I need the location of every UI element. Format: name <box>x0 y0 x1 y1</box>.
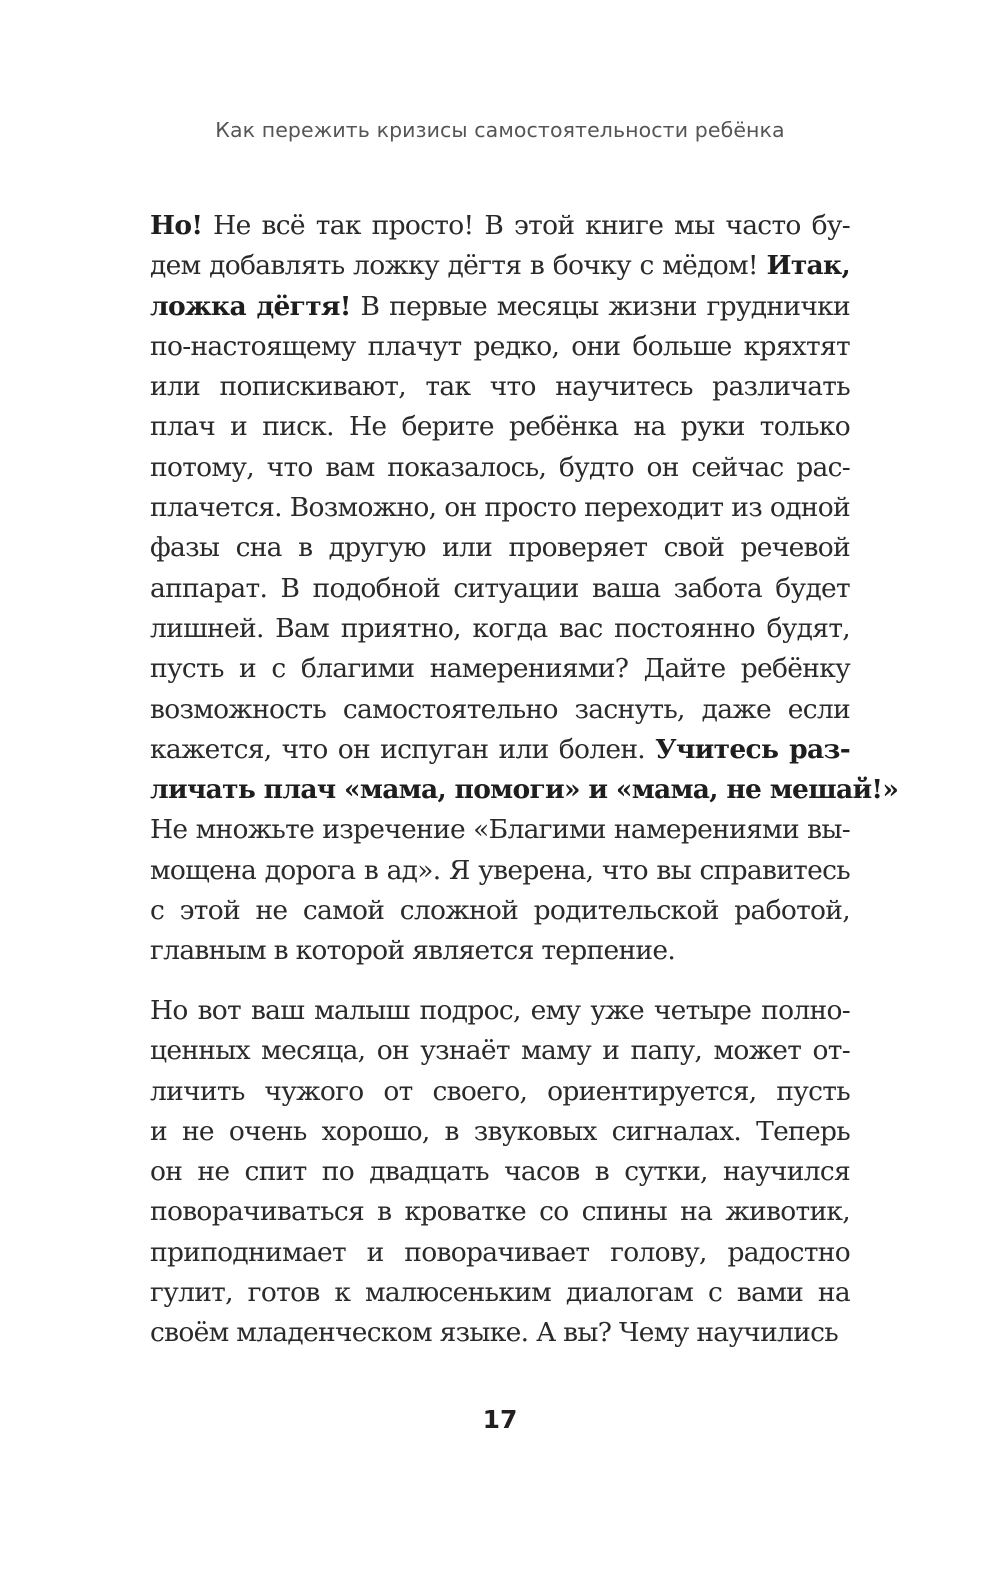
paragraph <box>150 991 850 1354</box>
text-run: ценных месяца, он узнаёт маму и папу, может от- <box>150 1035 850 1067</box>
text-run: гулит, готов к малюсеньким диалогам с вами на <box>150 1277 850 1309</box>
text-run: плачется. Возможно, он просто переходит из одной <box>150 492 850 524</box>
text-run: своём младенческом языке. А вы? Чему научились <box>150 1317 839 1349</box>
running-head: Как пережить кризисы самостоятельности ребёнка <box>215 118 785 142</box>
text-run: В первые месяцы жизни груднички <box>350 290 850 322</box>
text-run: по-настоящему плачут редко, они больше кряхтят <box>150 330 850 362</box>
text-run: Не множьте изречение «Благими намерениями вы- <box>150 814 850 846</box>
text-run: главным в которой является терпение. <box>150 935 676 967</box>
text-line <box>150 851 850 891</box>
bold-text: Итак, <box>766 250 850 282</box>
text-run: с этой не самой сложной родительской работой, <box>150 895 850 927</box>
text-run: плач и писк. Не берите ребёнка на руки только <box>150 411 850 443</box>
text-line <box>150 206 850 246</box>
text-line <box>150 407 850 447</box>
text-line <box>150 1313 850 1353</box>
text-run: лишней. Вам приятно, когда вас постоянно будят, <box>150 612 850 644</box>
text-line <box>150 770 899 810</box>
text-line <box>150 649 850 689</box>
text-line <box>150 1031 850 1071</box>
text-run: или попискивают, так что научитесь различать <box>150 371 850 403</box>
text-run: Не всё так просто! В этой книге мы часто бу- <box>202 210 850 241</box>
text-line <box>150 1192 850 1232</box>
text-line <box>150 569 850 609</box>
text-line <box>150 488 850 528</box>
text-line <box>150 367 850 407</box>
bold-text: личать плач «мама, помоги» и «мама, не мешай!» <box>150 774 899 806</box>
text-run: возможность самостоятельно заснуть, даже если <box>150 693 850 725</box>
text-line <box>150 891 850 931</box>
text-run: дем добавлять ложку дёгтя в бочку с мёдом! <box>150 250 767 282</box>
text-run: Но вот ваш малыш подрос, ему уже четыре полно- <box>150 995 850 1026</box>
text-run: фазы сна в другую или проверяет свой речевой <box>150 532 850 564</box>
text-line <box>150 528 850 568</box>
text-line <box>150 327 850 367</box>
text-line <box>150 1072 850 1112</box>
bold-text: ложка дёгтя! <box>150 290 351 322</box>
text-line <box>150 991 850 1031</box>
text-run: аппарат. В подобной ситуации ваша забота будет <box>150 572 850 604</box>
text-run: кажется, что он испуган или болен. <box>150 733 656 765</box>
text-line <box>150 690 850 730</box>
text-run: поворачиваться в кроватке со спины на животик, <box>150 1196 850 1228</box>
text-line <box>150 931 850 971</box>
text-run: и не очень хорошо, в звуковых сигналах. Теперь <box>150 1115 850 1147</box>
text-run: пусть и с благими намерениями? Дайте ребёнку <box>150 653 850 685</box>
text-line <box>150 448 850 488</box>
text-run: он не спит по двадцать часов в сутки, научился <box>150 1156 850 1188</box>
page-number: 17 <box>482 1405 518 1434</box>
text-run: личить чужого от своего, ориентируется, пусть <box>150 1075 850 1107</box>
text-line <box>150 1112 850 1152</box>
text-run: мощена дорога в ад». Я уверена, что вы справитесь <box>150 854 850 886</box>
text-line <box>150 1233 850 1273</box>
bold-text: Учитесь раз- <box>655 733 850 765</box>
paragraph <box>150 206 899 972</box>
text-line <box>150 810 850 850</box>
text-line <box>150 287 850 327</box>
text-run: потому, что вам показалось, будто он сейчас рас- <box>150 451 850 483</box>
text-run: приподнимает и поворачивает голову, радостно <box>150 1236 850 1268</box>
text-line <box>150 609 850 649</box>
text-line <box>150 246 850 286</box>
text-line <box>150 730 850 770</box>
text-line <box>150 1152 850 1192</box>
text-line <box>150 1273 850 1313</box>
bold-text: Но! <box>150 210 203 241</box>
